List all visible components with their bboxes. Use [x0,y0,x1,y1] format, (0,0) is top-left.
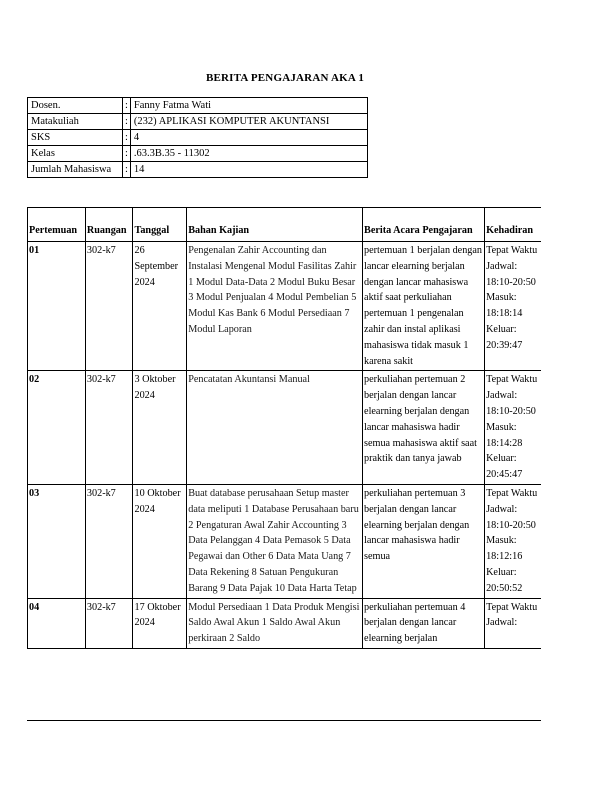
cell-bahan-kajian: Pengenalan Zahir Accounting dan Instalasi Mengenal Modul Fasilitas Zahir 1 Modul Data-Data 2 Modul Buku Besar 3 Modul Penjualan 4 Modul Pembelian 5 Modul Kas Bank 6 Modul Persediaan 7 Modul Laporan [187,242,363,371]
teaching-log-table [27,207,541,649]
cell-bahan-kajian: Pencatatan Akuntansi Manual [187,371,363,485]
cell-berita-acara: perkuliahan pertemuan 2 berjalan dengan lancar elearning berjalan dengan lancar mahasiswa hadir semua mahasiswa aktif saat praktik dan tanya jawab [363,371,485,485]
header-kehadiran: Kehadiran [485,208,541,242]
info-separator: : [123,114,131,130]
info-separator: : [123,162,131,178]
info-label: Dosen. [28,98,123,114]
info-value: 4 [130,130,367,146]
cell-ruangan: 302-k7 [85,484,133,598]
cell-tanggal: 26 September 2024 [133,242,187,371]
info-label: Jumlah Mahasiswa [28,162,123,178]
info-row [28,98,368,114]
cell-ruangan: 302-k7 [85,242,133,371]
info-separator: : [123,130,131,146]
info-row [28,114,368,130]
info-label: SKS [28,130,123,146]
cell-kehadiran: Tepat Waktu Jadwal: 18:10-20:50 Masuk: 18:18:14 Keluar: 20:39:47 [485,242,541,371]
info-label: Kelas [28,146,123,162]
info-row [28,162,368,178]
info-separator: : [123,146,131,162]
header-bahan-kajian: Bahan Kajian [187,208,363,242]
cell-ruangan: 302-k7 [85,371,133,485]
cell-pertemuan: 04 [28,598,86,648]
info-row [28,146,368,162]
info-row [28,130,368,146]
info-value: 14 [130,162,367,178]
info-separator: : [123,98,131,114]
cell-berita-acara: pertemuan 1 berjalan dengan lancar elearning berjalan dengan lancar mahasiswa aktif saat perkuliahan pertemuan 1 pengenalan zahir dan instal aplikasi mahasiswa tidak masuk 1 karena sakit [363,242,485,371]
cell-berita-acara: perkuliahan pertemuan 3 berjalan dengan lancar elearning berjalan dengan lancar mahasiswa hadir semua [363,484,485,598]
cell-pertemuan: 03 [28,484,86,598]
header-pertemuan: Pertemuan [28,208,86,242]
cell-bahan-kajian: Buat database perusahaan Setup master data meliputi 1 Database Perusahaan baru 2 Pengaturan Awal Zahir Accounting 3 Data Pelanggan 4 Data Pemasok 5 Data Pegawai dan Other 6 Data Mata Uang 7 Data Rekening 8 Satuan Pengukuran Barang 9 Data Pajak 10 Data Harta Tetap [187,484,363,598]
cell-pertemuan: 02 [28,371,86,485]
table-header-row [28,208,542,242]
info-value: .63.3B.35 - 11302 [130,146,367,162]
cell-tanggal: 3 Oktober 2024 [133,371,187,485]
teaching-log-container [27,207,541,721]
cell-kehadiran: Tepat Waktu Jadwal: 18:10-20:50 Masuk: 18:12:16 Keluar: 20:50:52 [485,484,541,598]
document-title: BERITA PENGAJARAN AKA 1 [205,72,365,84]
cell-tanggal: 17 Oktober 2024 [133,598,187,648]
cell-ruangan: 302-k7 [85,598,133,648]
cell-berita-acara: perkuliahan pertemuan 4 berjalan dengan lancar elearning berjalan [363,598,485,648]
table-row [28,242,542,371]
info-label: Matakuliah [28,114,123,130]
header-ruangan: Ruangan [85,208,133,242]
course-info-table [27,97,368,178]
table-row [28,484,542,598]
header-berita-acara: Berita Acara Pengajaran [363,208,485,242]
cell-bahan-kajian: Modul Persediaan 1 Data Produk Mengisi Saldo Awal Akun 1 Saldo Awal Akun perkiraan 2 Saldo [187,598,363,648]
table-row [28,598,542,648]
cell-pertemuan: 01 [28,242,86,371]
info-value: Fanny Fatma Wati [130,98,367,114]
info-value: (232) APLIKASI KOMPUTER AKUNTANSI [130,114,367,130]
table-row [28,371,542,485]
cell-kehadiran: Tepat Waktu Jadwal: 18:10-20:50 Masuk: 18:14:28 Keluar: 20:45:47 [485,371,541,485]
cell-kehadiran: Tepat Waktu Jadwal: [485,598,541,648]
cell-tanggal: 10 Oktober 2024 [133,484,187,598]
header-tanggal: Tanggal [133,208,187,242]
